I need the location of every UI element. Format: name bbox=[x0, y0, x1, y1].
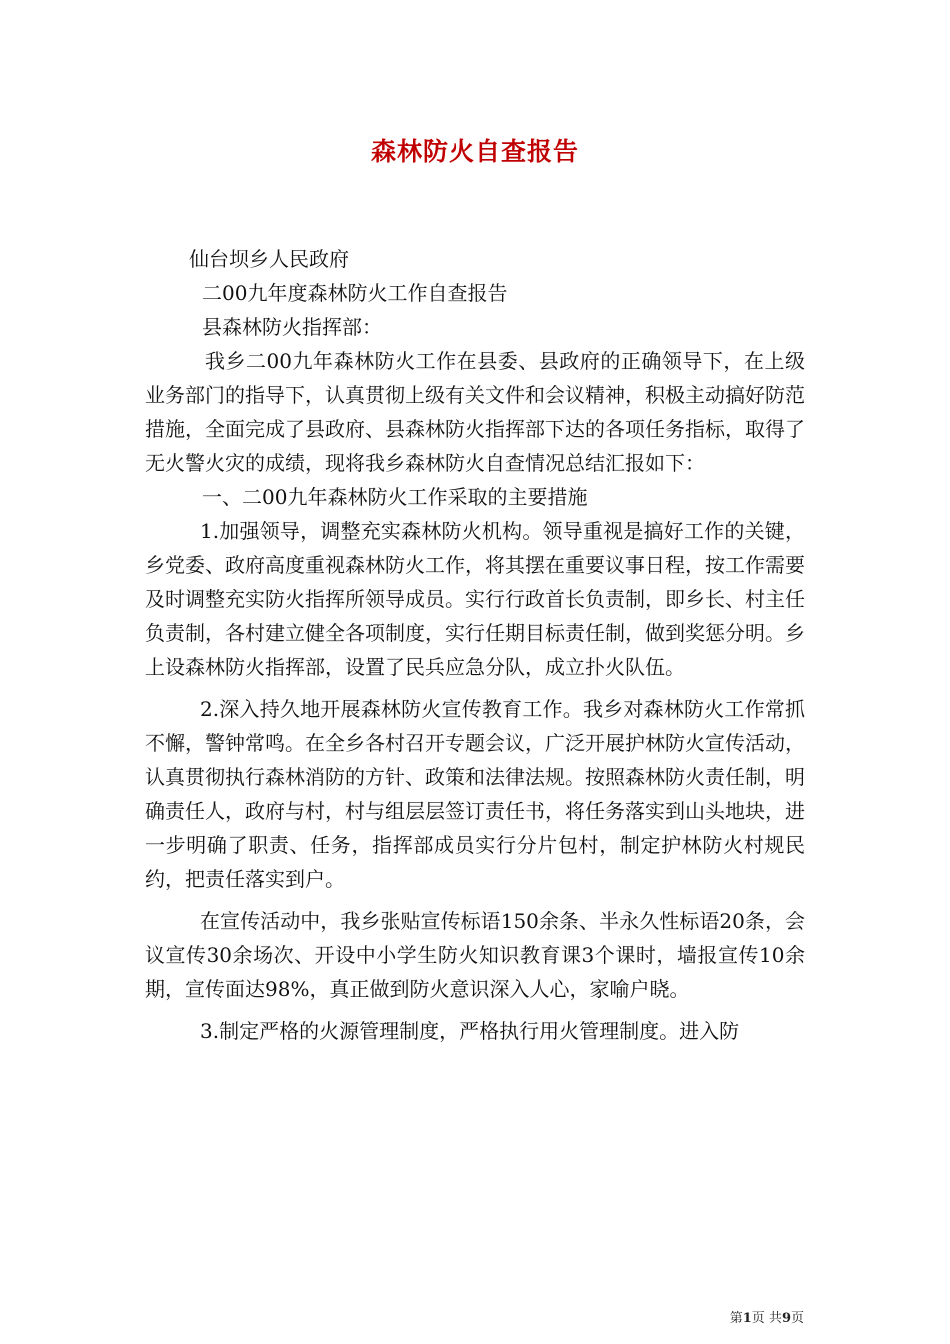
total-pages-number: 9 bbox=[781, 1311, 791, 1326]
page-footer bbox=[730, 1307, 804, 1326]
paragraph-measure-3: 3.制定严格的火源管理制度，严格执行用火管理制度。进入防 bbox=[200, 1019, 740, 1043]
paragraph-measure-2: 2.深入持久地开展森林防火宣传教育工作。我乡对森林防火工作常抓不懈，警钟常鸣。在全乡各村召开专题会议，广泛开展护林防火宣传活动，认真贯彻执行森林消防的方针、政策和法律法规。按照森林防火责任制，明确责任人，政府与村，村与组层层签订责任书，将任务落实到山头地块，进一步明确了职责、任务，指挥部成员实行分片包村，制定护林防火村规民约，把责任落实到户。 bbox=[145, 697, 805, 891]
paragraph-measure-1: 1.加强领导，调整充实森林防火机构。领导重视是搞好工作的关键，乡党委、政府高度重视森林防火工作，将其摆在重要议事日程，按工作需要及时调整充实防火指挥所领导成员。实行行政首长负责制，即乡长、村主任负责制，各村建立健全各项制度，实行任期目标责任制，做到奖惩分明。乡上设森林防火指挥部，设置了民兵应急分队，成立扑火队伍。 bbox=[145, 519, 805, 679]
document-title: 森林防火自查报告 bbox=[370, 137, 579, 166]
section-heading: 一、二00九年森林防火工作采取的主要措施 bbox=[202, 485, 588, 509]
report-title-line: 二00九年度森林防火工作自查报告 bbox=[202, 281, 508, 305]
footer-prefix: 第 bbox=[729, 1311, 743, 1326]
sender-line: 仙台坝乡人民政府 bbox=[189, 247, 349, 271]
document-body bbox=[145, 242, 805, 1048]
footer-middle: 页 共 bbox=[751, 1311, 782, 1326]
paragraph-publicity: 在宣传活动中，我乡张贴宣传标语150余条、半永久性标语20条，会议宣传30余场次、开设中小学生防火知识教育课3个课时，墙报宣传10余期，宣传面达98%，真正做到防火意识深入人心，家喻户晓。 bbox=[145, 909, 805, 1001]
paragraph-intro: 我乡二00九年森林防火工作在县委、县政府的正确领导下，在上级业务部门的指导下，认真贯彻上级有关文件和会议精神，积极主动搞好防范措施，全面完成了县政府、县森林防火指挥部下达的各项任务指标，取得了无火警火灾的成绩，现将我乡森林防火自查情况总结汇报如下： bbox=[145, 349, 805, 475]
current-page-number: 1 bbox=[742, 1311, 752, 1326]
recipient-line: 县森林防火指挥部： bbox=[202, 315, 382, 339]
footer-suffix: 页 bbox=[790, 1311, 804, 1326]
